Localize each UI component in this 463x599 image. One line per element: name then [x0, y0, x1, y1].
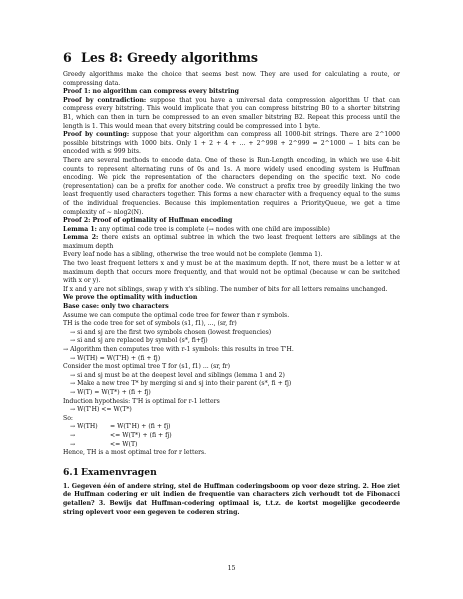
lemma1-text: any optimal code tree is complete (→ nodes with one child are impossible): [96, 225, 330, 233]
section-number: 6: [63, 50, 72, 65]
lemma2-text: there exists an optimal subtree in which the two least frequent letters are siblings at the maximum depth: [63, 234, 400, 250]
equation-rhs: <= W(T): [110, 440, 138, 448]
equation-row: [63, 441, 400, 450]
encoding-paragraph: There are several methods to encode data. One of these is Run-Length encoding, in which we use 4-bit counts to represent alternating runs of 0s and 1s. A more widely used encoding system is Huffman encoding. We pick the representation of the characters depending on the specific text. No code (representation) can be a prefix for another code. We construct a prefix tree by greedily linking the two least frequently used characters together. This forms a new character with a frequency equal to the sums of the individual frequencies. Because this implementation requires a PriorityQueue, we get a time complexity of ∼ nlog2(N).: [63, 156, 400, 216]
subsection-title: Examenvragen: [81, 466, 157, 478]
counting-label: Proof by counting:: [63, 131, 130, 139]
induction-line: → si and sj are replaced by symbol (s*, fi+fj): [70, 337, 208, 345]
induction-line: → si and sj are the first two symbols chosen (lowest frequencies): [70, 328, 272, 336]
proof2-line-1: Every leaf node has a sibling, otherwise the tree would not be complete (lemma 1).: [63, 251, 323, 259]
proof2-line-2: The two least frequent letters x and y must be at the maximum depth. If not, there must be a letter w at maximum depth that occurs more frequently, and that would not be optimal (because w can be switched with x or y).: [63, 260, 400, 285]
lemma-2: [63, 234, 400, 251]
lemma2-label: Lemma 2:: [63, 234, 99, 242]
counting-text: suppose that your algorithm can compress all 1000-bit strings. There are 2^1000 possible bitstrings with 1000 bits. Only 1 + 2 + 4 + ... + 2^998 + 2^999 = 2^1000 − 1 bits can be encoded with ≤ 999 bits.: [63, 131, 400, 156]
induction-line: → W(T'H) <= W(T*): [70, 406, 132, 414]
equation-lhs: →: [70, 440, 76, 448]
contradiction-label: Proof by contradiction:: [63, 96, 147, 104]
page-number: 15: [227, 565, 236, 572]
induction-line: → W(T) = W(T*) + (fi + fj): [70, 388, 151, 396]
lemma-1: [63, 226, 400, 235]
proof2-line-3: If x and y are not siblings, swap y with x's sibling. The number of bits for all letters remains unchanged.: [63, 285, 388, 293]
page-content: [63, 50, 400, 517]
contradiction-text: suppose that you have a universal data compression algorithm U that can compress every bitstring. This would implicate that you can compress bitstring B0 to a shorter bitstring B1, which can then in turn be compressed to an even smaller bitstring B2. Repeat this process until the length is 1. This would mean that every bitstring could be compressed into 1 byte.: [63, 96, 400, 130]
intro-paragraph: Greedy algorithms make the choice that seems best now. They are used for calculating a route, or compressing data.: [63, 71, 400, 87]
section-heading: [63, 50, 400, 65]
so-label: So:: [63, 414, 73, 422]
induction-line: → Algorithm then computes tree with r-1 symbols: this results in tree T'H.: [63, 346, 294, 353]
proof-by-counting: [63, 131, 400, 157]
equation-row: [63, 432, 400, 441]
induction-line: Induction hypothesis: T'H is optimal for r-1 letters: [63, 397, 220, 405]
equation-row: [63, 423, 400, 432]
induction-line: Consider the most optimal tree T for (s1, f1) ... (sr, fr): [63, 363, 231, 371]
proof-by-contradiction: [63, 97, 400, 131]
equation-lhs: → W(TH): [70, 423, 98, 431]
base-case-heading: Base case: only two characters: [63, 303, 169, 311]
equation-rhs: <= W(T*) + (fi + fj): [110, 431, 172, 439]
conclusion: Hence, TH is a most optimal tree for r letters.: [63, 449, 207, 457]
induction-line: → W(TH) = W(T'H) + (fi + fj): [70, 354, 161, 362]
induction-heading: We prove the optimality with induction: [63, 294, 198, 302]
equation-lhs: →: [70, 431, 76, 439]
proof2-heading: Proof 2: Proof of optimality of Huffman encoding: [63, 217, 233, 225]
lemma1-label: Lemma 1:: [63, 225, 97, 233]
equation-rhs: = W(T'H) + (fi + fj): [110, 423, 171, 431]
induction-line: TH is the code tree for set of symbols (s1, f1), ..., (sr, fr): [63, 320, 237, 328]
induction-line: → Make a new tree T* by merging si and sj into their parent (s*, fi + fj): [70, 380, 292, 388]
exam-questions: 1. Gegeven één of andere string, stel de Huffman coderingsboom op voor deze string. 2. Hoe ziet de Huffman codering er uit indien de frequentie van characters zich verhoudt tot de Fibonacci getallen? 3. Bewijs dat Huffman-codering optimaal is, t.t.z. de kortst mogelijke gecodeerde string oplevert voor een gegeven te coderen string.: [63, 482, 400, 516]
section-title: Les 8: Greedy algorithms: [81, 50, 259, 65]
proof1-heading: Proof 1: no algorithm can compress every bitstring: [63, 88, 239, 96]
subsection-heading: [63, 467, 400, 478]
induction-line: → si and sj must be at the deepest level and siblings (lemma 1 and 2): [70, 371, 285, 379]
subsection-number: 6.1: [63, 466, 79, 478]
induction-line: Assume we can compute the optimal code tree for fewer than r symbols.: [63, 311, 290, 319]
